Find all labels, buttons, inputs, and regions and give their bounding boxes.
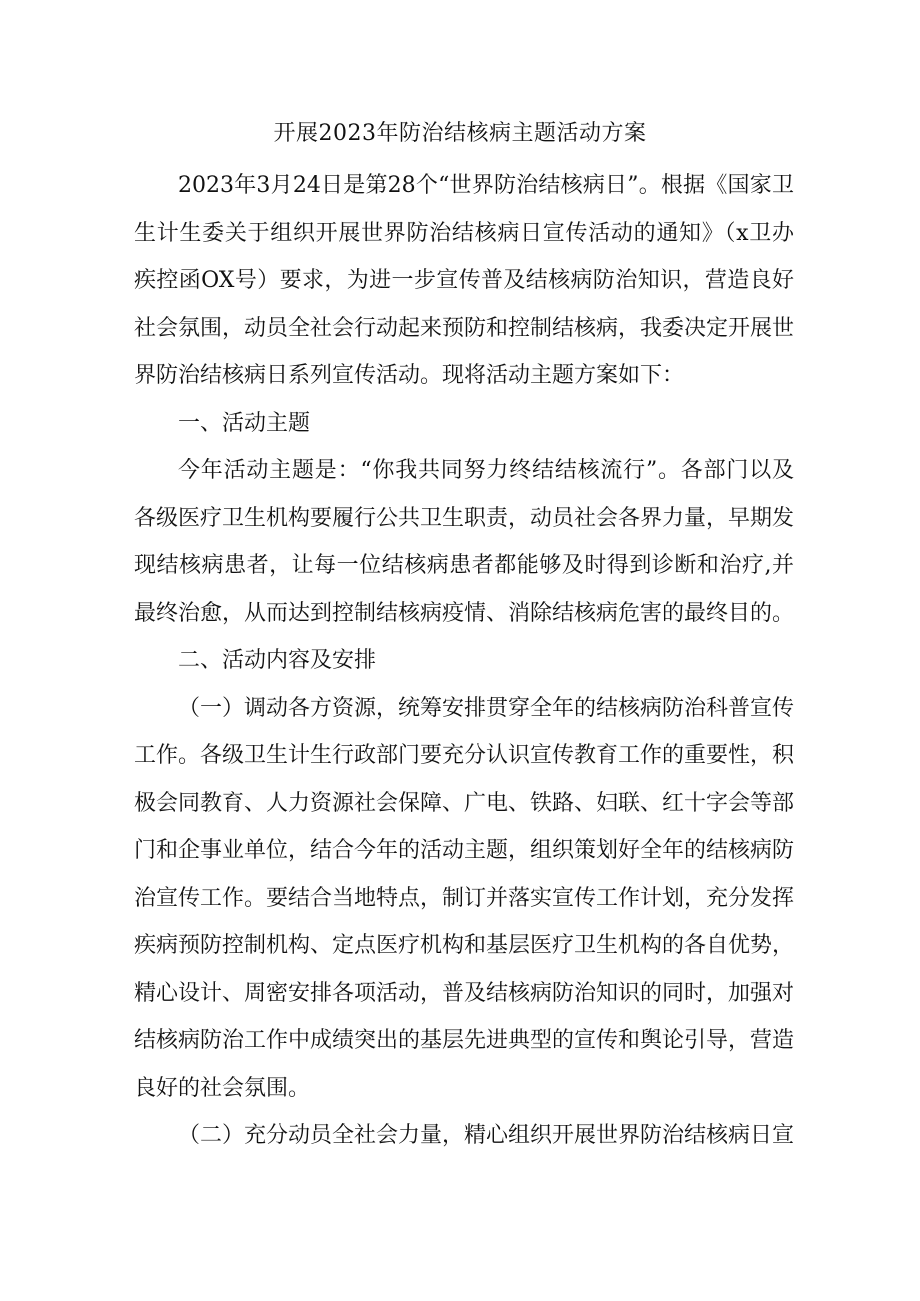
section-heading-activity-content: 二、活动内容及安排	[178, 648, 377, 673]
document-body	[134, 162, 794, 1160]
document-title: 开展2023年防治结核病主题活动方案	[273, 121, 647, 146]
intro-paragraph: 2023年3月24日是第28个“世界防治结核病日”。根据《国家卫生计生委关于组织开展世界防治结核病日宣传活动的通知》（x卫办疾控函OX号）要求，为进一步宣传普及结核病防治知识，营造良好社会氛围，动员全社会行动起来预防和控制结核病，我委决定开展世界防治结核病日系列宣传活动。现将活动主题方案如下：	[134, 173, 795, 388]
section-heading-activity-theme: 一、活动主题	[178, 410, 311, 436]
content-item-1-paragraph: （一）调动各方资源，统筹安排贯穿全年的结核病防治科普宣传工作。各级卫生计生行政部门要充分认识宣传教育工作的重要性，积极会同教育、人力资源社会保障、广电、铁路、妇联、红十字会等部门和企事业单位，结合今年的活动主题，组织策划好全年的结核病防治宣传工作。要结合当地特点，制订并落实宣传工作计划，充分发挥疾病预防控制机构、定点医疗机构和基层医疗卫生机构的各自优势，精心设计、周密安排各项活动，普及结核病防治知识的同时，加强对结核病防治工作中成绩突出的基层先进典型的宣传和舆论引导，营造良好的社会氛围。	[134, 695, 795, 1101]
activity-theme-paragraph: 今年活动主题是：“你我共同努力终结结核流行”。各部门以及各级医疗卫生机构要履行公共卫生职责，动员社会各界力量，早期发现结核病患者，让每一位结核病患者都能够及时得到诊断和治疗,并最终治愈，从而达到控制结核病疫情、消除结核病危害的最终目的。	[134, 458, 795, 626]
content-item-2-paragraph: （二）充分动员全社会力量，精心组织开展世界防治结核病日宣	[178, 1123, 795, 1148]
